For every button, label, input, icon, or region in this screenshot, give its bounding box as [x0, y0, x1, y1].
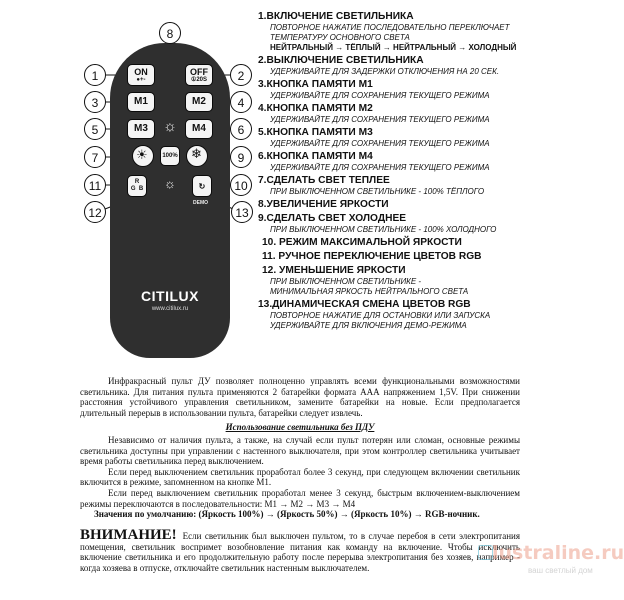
warning-block: [80, 527, 520, 573]
sun-icon: ☀: [136, 147, 148, 162]
snowflake-icon: ❄: [191, 146, 202, 161]
brightness-down-icon[interactable]: ☼: [164, 176, 176, 191]
instruction-title: 1.ВКЛЮЧЕНИЕ СВЕТИЛЬНИКА: [258, 11, 414, 22]
rgb-cycle-icon: ↻: [198, 182, 206, 191]
button-instructions-list: [258, 10, 598, 332]
remote-brand-logo: CITILUX: [141, 288, 199, 304]
demo-label: DEMO: [193, 200, 208, 206]
off-label: OFF: [190, 67, 208, 77]
off-sublabel: ①20S: [190, 77, 208, 83]
instruction-title: 8.УВЕЛИЧЕНИЕ ЯРКОСТИ: [258, 199, 389, 210]
instruction-note: ТЕМПЕРАТУРУ ОСНОВНОГО СВЕТА: [270, 33, 410, 42]
instruction-note: ПРИ ВЫКЛЮЧЕННОМ СВЕТИЛЬНИКЕ - 100% ХОЛОДНОГО: [270, 225, 497, 234]
instruction-title: 6.КНОПКА ПАМЯТИ М4: [258, 151, 373, 162]
instruction-note: УДЕРЖИВАЙТЕ ДЛЯ СОХРАНЕНИЯ ТЕКУЩЕГО РЕЖИМА: [270, 139, 490, 148]
callout-5: 5: [84, 118, 106, 140]
callout-1: 1: [84, 64, 106, 86]
instruction-title: 10. РЕЖИМ МАКСИМАЛЬНОЙ ЯРКОСТИ: [262, 237, 462, 248]
instruction-note: УДЕРЖИВАЙТЕ ДЛЯ ВКЛЮЧЕНИЯ ДЕМО-РЕЖИМА: [270, 321, 467, 330]
callout-6: 6: [230, 118, 252, 140]
instruction-note: ПОВТОРНОЕ НАЖАТИЕ ПОСЛЕДОВАТЕЛЬНО ПЕРЕКЛЮЧАЕТ: [270, 23, 510, 32]
callout-3: 3: [84, 91, 106, 113]
warmer-button[interactable]: [132, 145, 154, 167]
defaults-line: Значения по умолчанию: (Яркость 100%) → (Яркость 50%) → (Яркость 10%) → RGB-ночник.: [94, 509, 480, 520]
m3-button[interactable]: M3: [127, 119, 155, 139]
instruction-title: 7.СДЕЛАТЬ СВЕТ ТЕПЛЕЕ: [258, 175, 390, 186]
m2-button[interactable]: M2: [185, 92, 213, 112]
instruction-note: МИНИМАЛЬНАЯ ЯРКОСТЬ НЕЙТРАЛЬНОГО СВЕТА: [270, 287, 469, 296]
m1-button[interactable]: M1: [127, 92, 155, 112]
m4-button[interactable]: M4: [185, 119, 213, 139]
paragraph-1: Независимо от наличия пульта, а также, на случай если пульт потерян или сломан, основные режимы светильника доступны при управлении с настенного выключателя, при этом контроллер светильника учитывает время работы светильника перед выключением.: [80, 434, 520, 467]
instruction-title: 2.ВЫКЛЮЧЕНИЕ СВЕТИЛЬНИКА: [258, 55, 424, 66]
remote-brand-url: www.citilux.ru: [151, 306, 189, 312]
instruction-note: ПРИ ВЫКЛЮЧЕННОМ СВЕТИЛЬНИКЕ - 100% ТЁПЛОГО: [270, 187, 485, 196]
section-heading: Использование светильника без ПДУ: [225, 422, 375, 433]
instruction-title: 9.СДЕЛАТЬ СВЕТ ХОЛОДНЕЕ: [258, 213, 407, 224]
cooler-button[interactable]: [186, 145, 208, 167]
warning-title: ВНИМАНИЕ!: [80, 527, 177, 543]
watermark-house-icon: [478, 545, 493, 560]
watermark: lustraline.ru: [492, 542, 624, 564]
instruction-title: 5.КНОПКА ПАМЯТИ М3: [258, 127, 373, 138]
watermark-subtitle: ваш светлый дом: [528, 566, 593, 575]
instruction-title: 12. УМЕНЬШЕНИЕ ЯРКОСТИ: [262, 265, 406, 276]
rgb-manual-button[interactable]: R G B: [127, 175, 147, 197]
rgb-dynamic-button[interactable]: [192, 175, 212, 197]
instruction-note: УДЕРЖИВАЙТЕ ДЛЯ СОХРАНЕНИЯ ТЕКУЩЕГО РЕЖИМА: [270, 115, 490, 124]
instruction-title: 3.КНОПКА ПАМЯТИ М1: [258, 79, 373, 90]
callout-11: 11: [84, 174, 106, 196]
on-sublabel: ●+-: [136, 77, 146, 83]
callout-4: 4: [230, 91, 252, 113]
instruction-title: 13.ДИНАМИЧЕСКАЯ СМЕНА ЦВЕТОВ RGB: [258, 299, 471, 310]
intro-paragraph: Инфракрасный пульт ДУ позволяет полноценно управлять всеми функциональными возможностями светильника. Для питания пульта применяются 2 батарейки формата ААА напряжением 1,5V. При снижении расстояния устойчивого управления светильником, замените батарейки на новые. Если предполагается длительный перерыв в использовании пульта, батарейки следует извлечь.: [80, 376, 520, 418]
instruction-title: 11. РУЧНОЕ ПЕРЕКЛЮЧЕНИЕ ЦВЕТОВ RGB: [262, 251, 482, 262]
full-brightness-button[interactable]: 100%: [160, 146, 180, 166]
instruction-title: 4.КНОПКА ПАМЯТИ М2: [258, 103, 373, 114]
callout-13: 13: [231, 201, 253, 223]
callout-2: 2: [230, 64, 252, 86]
instruction-sequence: НЕЙТРАЛЬНЫЙ → ТЁПЛЫЙ → НЕЙТРАЛЬНЫЙ → ХОЛОДНЫЙ: [270, 43, 517, 52]
paragraph-3: Если перед выключением светильник проработал менее 3 секунд, быстрым включением-выключением режимы переключаются в последовательности: М1 → М2 → М3 → М4: [80, 487, 520, 509]
callout-9: 9: [230, 146, 252, 168]
callout-10: 10: [230, 174, 252, 196]
instruction-note: ПОВТОРНОЕ НАЖАТИЕ ДЛЯ ОСТАНОВКИ ИЛИ ЗАПУСКА: [270, 311, 491, 320]
remote-illustration: [0, 0, 255, 372]
brightness-up-icon[interactable]: ☼: [163, 118, 177, 135]
warning-text: Если светильник был выключен пультом, то в случае перебоя в сети электропитания помещения, светильник воспримет возобновление питания как команду на включение. Чтобы исключить включение светильника и его продолжительную работу после перерыва электропитания без хозяев, например - когда хозяева в отпуске, отключайте светильник настенным выключателем.: [80, 531, 520, 573]
instruction-note: ПРИ ВЫКЛЮЧЕННОМ СВЕТИЛЬНИКЕ -: [270, 277, 422, 286]
instruction-note: УДЕРЖИВАЙТЕ ДЛЯ СОХРАНЕНИЯ ТЕКУЩЕГО РЕЖИМА: [270, 91, 490, 100]
paragraph-2: Если перед выключением светильник проработал более 3 секунд, при следующем включении светильник включится в режиме, запомненном на кнопке М1.: [80, 466, 520, 488]
callout-7: 7: [84, 146, 106, 168]
off-button[interactable]: [185, 64, 213, 86]
instruction-note: УДЕРЖИВАЙТЕ ДЛЯ ЗАДЕРЖКИ ОТКЛЮЧЕНИЯ НА 20 СЕК.: [270, 67, 500, 76]
callout-8: 8: [159, 22, 181, 44]
on-label: ON: [134, 67, 148, 77]
instruction-note: УДЕРЖИВАЙТЕ ДЛЯ СОХРАНЕНИЯ ТЕКУЩЕГО РЕЖИМА: [270, 163, 490, 172]
description-text: [80, 376, 520, 520]
on-button[interactable]: [127, 64, 155, 86]
callout-12: 12: [84, 201, 106, 223]
